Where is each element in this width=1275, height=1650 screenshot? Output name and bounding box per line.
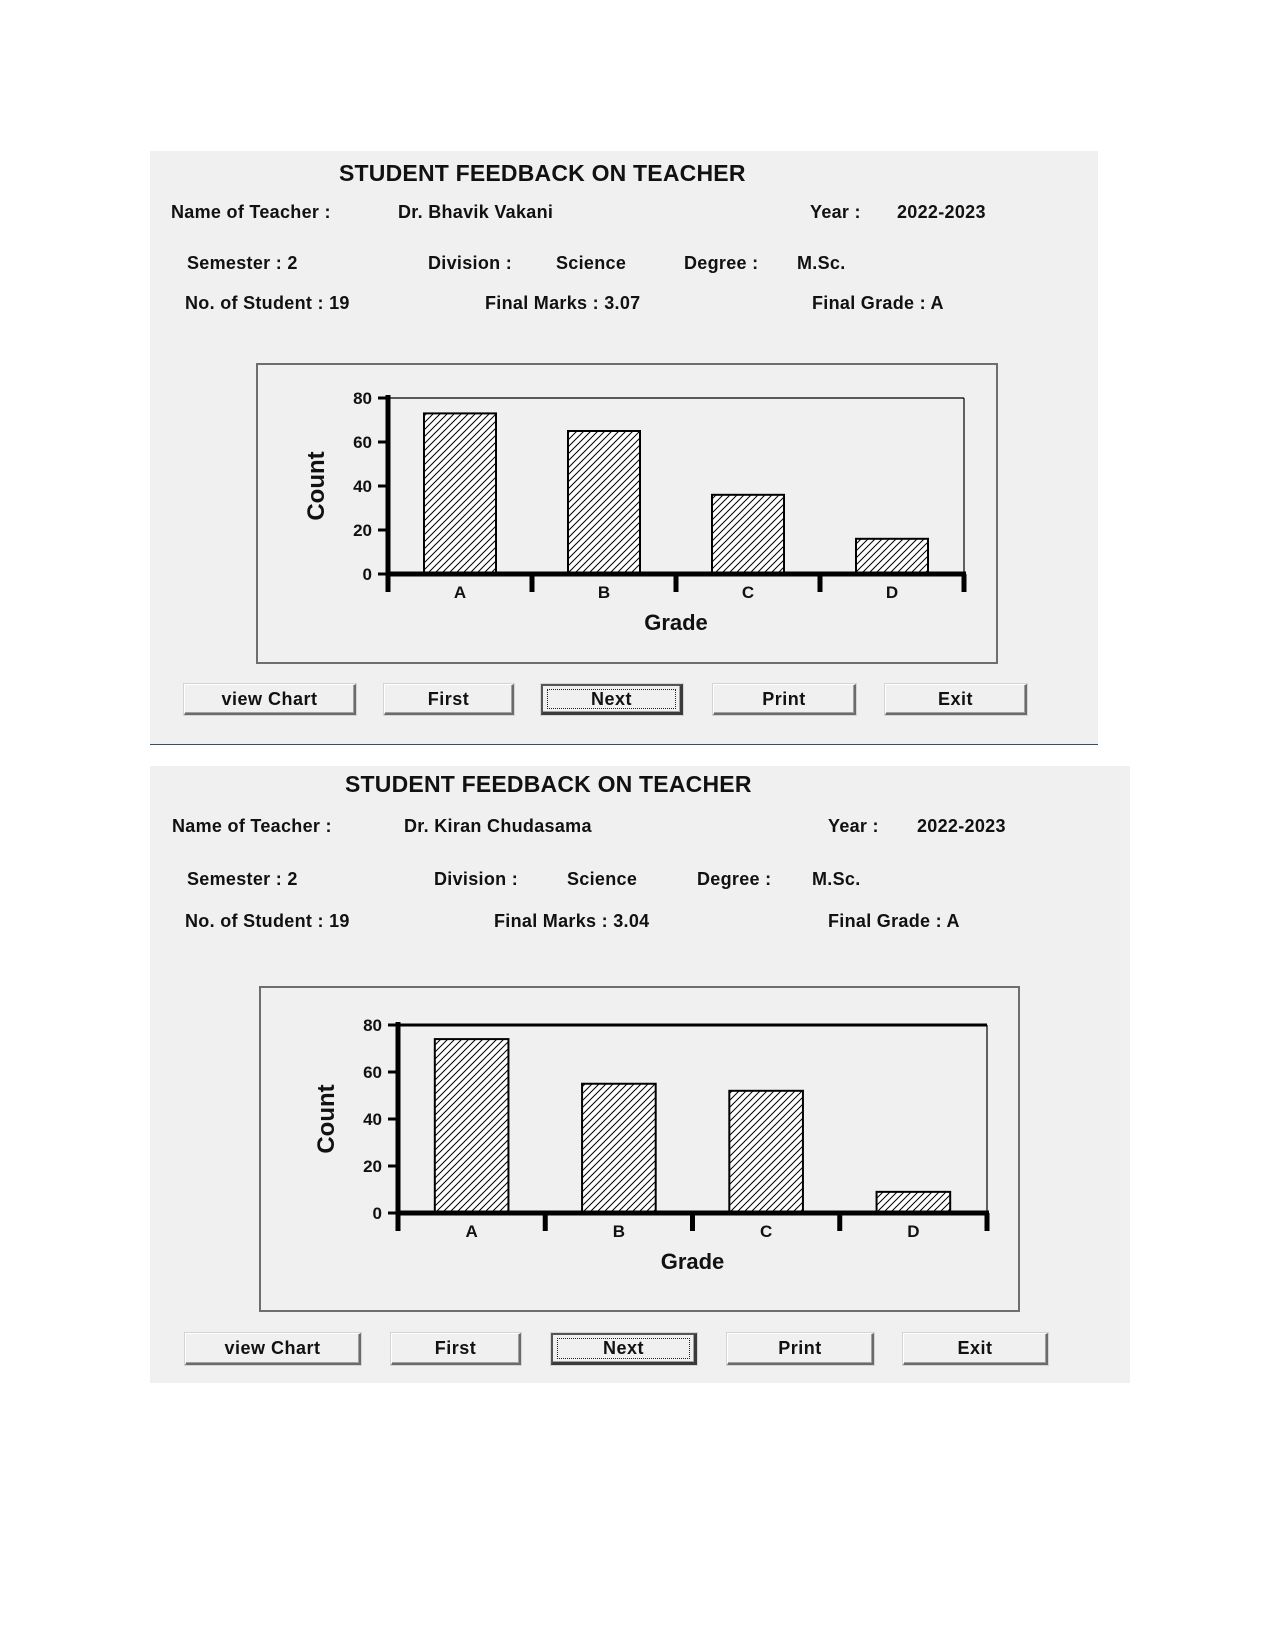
grade-bar-chart-2 <box>261 988 1022 1314</box>
first-button[interactable] <box>384 684 514 715</box>
y-tick-label: 80 <box>363 1016 382 1035</box>
y-tick-label: 0 <box>372 1204 382 1223</box>
bar-C <box>712 495 784 574</box>
bar-B <box>568 431 640 574</box>
final-marks: Final Marks : 3.04 <box>494 911 650 931</box>
next-button[interactable] <box>541 684 683 715</box>
first-label: First <box>427 688 470 709</box>
x-axis-label: Grade <box>660 1249 725 1274</box>
bar-B <box>582 1084 656 1213</box>
degree-value: M.Sc. <box>812 869 861 889</box>
x-axis-label: Grade <box>644 610 708 635</box>
teacher-name: Dr. Bhavik Vakani <box>398 202 554 222</box>
next-label: Next <box>602 1338 644 1358</box>
print-label: Print <box>762 688 806 709</box>
x-tick-label: A <box>453 583 467 602</box>
print-label: Print <box>778 1338 822 1358</box>
grade-chart-2 <box>259 986 1020 1312</box>
final-marks: Final Marks : 3.07 <box>485 293 641 313</box>
division-value: Science <box>556 253 627 273</box>
semester-text: Semester : 2 <box>187 253 298 273</box>
year-value: 2022-2023 <box>917 816 1006 836</box>
y-tick-label: 40 <box>363 1110 382 1129</box>
division-label: Division : <box>428 253 513 273</box>
y-tick-label: 20 <box>363 1157 382 1176</box>
page-title: STUDENT FEEDBACK ON TEACHER <box>339 160 746 186</box>
division-label: Division : <box>434 869 519 889</box>
bar-A <box>424 413 496 574</box>
y-tick-label: 20 <box>353 521 372 540</box>
year-value: 2022-2023 <box>897 202 986 222</box>
y-axis-label: Count <box>303 451 330 521</box>
division-value: Science <box>567 869 638 889</box>
page-title: STUDENT FEEDBACK ON TEACHER <box>345 771 752 797</box>
y-axis-label: Count <box>313 1084 340 1154</box>
degree-label: Degree : <box>684 253 759 273</box>
first-label: First <box>434 1338 477 1358</box>
degree-label: Degree : <box>697 869 772 889</box>
print-button[interactable] <box>727 1333 874 1365</box>
view-chart-button[interactable] <box>184 684 356 715</box>
first-button[interactable] <box>391 1333 521 1365</box>
student-count: No. of Student : 19 <box>185 293 350 313</box>
x-tick-label: D <box>907 1222 920 1241</box>
bar-D <box>877 1192 951 1213</box>
degree-value: M.Sc. <box>797 253 846 273</box>
record-separator <box>150 744 1098 745</box>
x-tick-label: D <box>885 583 899 602</box>
print-button[interactable] <box>713 684 856 715</box>
x-tick-label: B <box>612 1222 626 1241</box>
year-label: Year : <box>828 816 879 836</box>
y-tick-label: 60 <box>363 1063 382 1082</box>
exit-label: Exit <box>937 688 973 709</box>
y-tick-label: 60 <box>353 433 372 452</box>
year-label: Year : <box>810 202 861 222</box>
x-tick-label: C <box>759 1222 773 1241</box>
exit-button[interactable] <box>903 1333 1048 1365</box>
view-chart-label: view Chart <box>224 1338 321 1358</box>
x-tick-label: C <box>741 583 755 602</box>
bar-C <box>729 1091 803 1213</box>
grade-chart-1 <box>256 363 998 664</box>
y-tick-label: 80 <box>353 389 372 408</box>
y-tick-label: 0 <box>362 565 372 584</box>
teacher-label: Name of Teacher : <box>171 202 331 222</box>
bar-D <box>856 539 928 574</box>
teacher-label: Name of Teacher : <box>172 816 332 836</box>
exit-button[interactable] <box>885 684 1027 715</box>
student-count: No. of Student : 19 <box>185 911 350 931</box>
grade-bar-chart-1 <box>258 365 1000 666</box>
teacher-name: Dr. Kiran Chudasama <box>404 816 592 836</box>
x-tick-label: B <box>597 583 611 602</box>
final-grade: Final Grade : A <box>812 293 944 313</box>
view-chart-button[interactable] <box>185 1333 361 1365</box>
x-tick-label: A <box>465 1222 478 1241</box>
next-label: Next <box>590 688 632 709</box>
y-tick-label: 40 <box>353 477 372 496</box>
exit-label: Exit <box>957 1338 993 1358</box>
final-grade: Final Grade : A <box>828 911 960 931</box>
view-chart-label: view Chart <box>221 688 318 709</box>
semester-text: Semester : 2 <box>187 869 298 889</box>
next-button[interactable] <box>551 1333 697 1365</box>
bar-A <box>435 1039 509 1213</box>
